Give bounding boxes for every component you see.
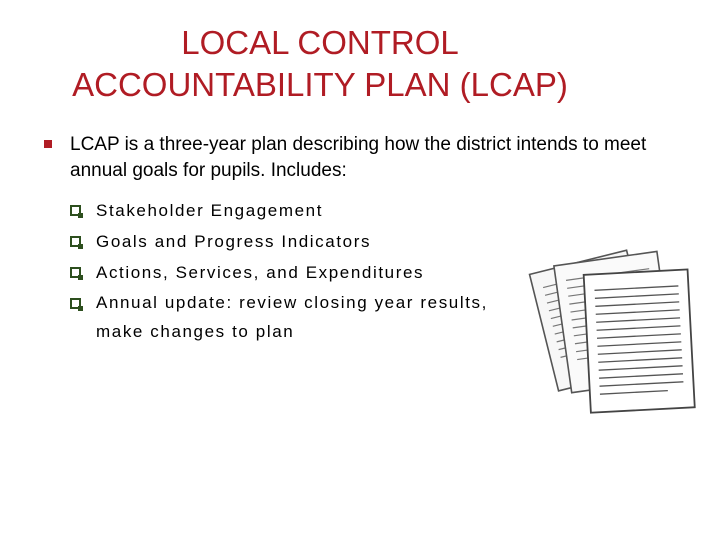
title-line-2: ACCOUNTABILITY PLAN (LCAP) — [72, 66, 568, 103]
main-bullet-text: LCAP is a three-year plan describing how the district intends to meet annual goals for pupils. Includes: — [70, 134, 647, 181]
sub-item-text: Stakeholder Engagement — [96, 201, 324, 220]
checkbox-bullet-icon — [70, 298, 81, 309]
sub-item-text: Annual update: review closing year results, make changes to plan — [96, 293, 488, 341]
sub-item-text: Actions, Services, and Expenditures — [96, 263, 425, 282]
list-item — [70, 226, 540, 257]
checkbox-bullet-icon — [70, 267, 81, 278]
square-bullet-icon — [44, 140, 52, 148]
sub-item-text: Goals and Progress Indicators — [96, 232, 372, 251]
list-item — [70, 288, 540, 346]
list-item — [70, 195, 540, 226]
document-stack-icon — [525, 232, 700, 417]
main-bullet — [44, 132, 684, 184]
title-line-1: LOCAL CONTROL — [181, 24, 459, 61]
checkbox-bullet-icon — [70, 236, 81, 247]
slide-title — [0, 22, 640, 106]
sub-item-list — [70, 195, 540, 346]
list-item — [70, 257, 540, 288]
checkbox-bullet-icon — [70, 205, 81, 216]
